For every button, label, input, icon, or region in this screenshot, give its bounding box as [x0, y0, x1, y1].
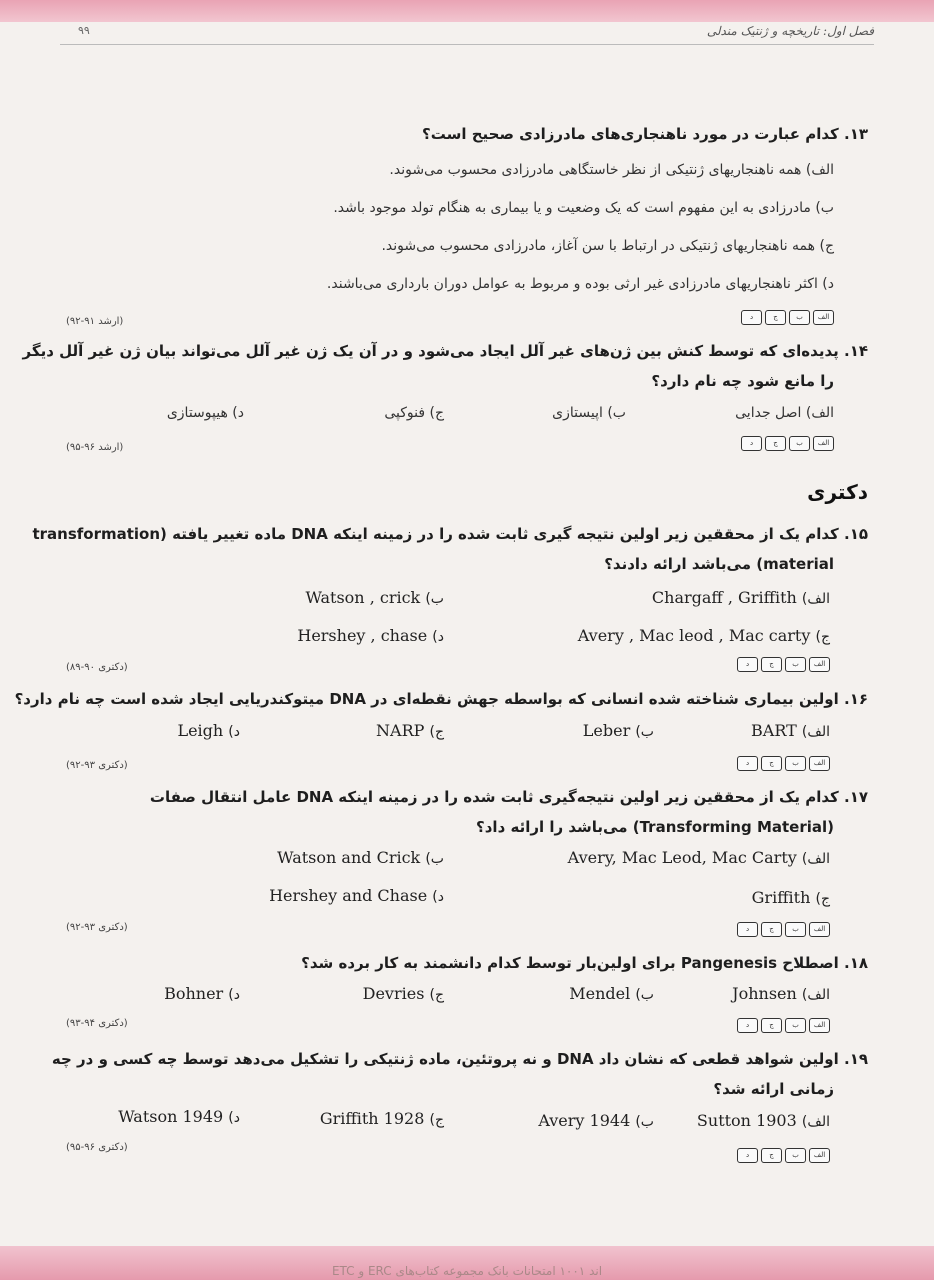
q13-source: (ارشد ۹۱-۹۲): [66, 316, 124, 327]
q19-answer-boxes: [737, 1148, 830, 1163]
q17-option-c: [752, 888, 830, 907]
option-text: Sutton 1903: [696, 1111, 797, 1130]
q16-source: (دکتری ۹۳-۹۲): [66, 760, 128, 771]
option-text: همه ناهنجاریهای ژنتیکی در ارتباط با سن آغاز، مادرزادی محسوب می‌شوند.: [381, 238, 816, 254]
option-label: د): [232, 405, 244, 421]
option-text: اصل جدایی: [735, 405, 802, 421]
option-text: Hershey , chase: [297, 626, 428, 645]
answer-box-b[interactable]: ب: [789, 310, 810, 325]
answer-box-c[interactable]: ج: [761, 922, 782, 937]
question-number: ۱۳.: [843, 125, 868, 143]
question-15-line-2: material) می‌باشد ارائه دادند؟: [604, 555, 834, 573]
answer-box-c[interactable]: ج: [761, 1018, 782, 1033]
answer-box-a[interactable]: الف: [809, 1148, 830, 1163]
q17-source: (دکتری ۹۳-۹۲): [66, 922, 128, 933]
top-decorative-band: [0, 0, 934, 22]
option-label: الف): [801, 851, 830, 867]
footer-text: اند ۱۰۰۱ امتحانات بانک مجموعه کتاب‌های ERC و ETC: [331, 1264, 603, 1278]
q14-option-d: [167, 405, 244, 421]
option-text: Watson 1949: [118, 1107, 224, 1126]
option-label: ج): [819, 238, 834, 254]
option-text: Avery, Mac Leod, Mac Carty: [567, 848, 797, 867]
answer-box-a[interactable]: الف: [809, 756, 830, 771]
option-label: د): [432, 889, 444, 905]
q19-source: (دکتری ۹۶-۹۵): [66, 1142, 128, 1153]
option-label: د): [822, 276, 834, 292]
question-17: [150, 788, 868, 806]
answer-box-d[interactable]: د: [737, 657, 758, 672]
q18-answer-boxes: [737, 1018, 830, 1033]
question-13: [422, 125, 868, 143]
question-17-line-2: (Transforming Material) می‌باشد را ارائه داد؟: [476, 818, 834, 836]
option-text: Bohner: [164, 984, 224, 1003]
option-label: الف): [805, 405, 834, 421]
answer-box-a[interactable]: الف: [809, 1018, 830, 1033]
answer-box-d[interactable]: د: [741, 436, 762, 451]
option-text: Watson and Crick: [277, 848, 421, 867]
option-text: Hershey and Chase: [269, 886, 428, 905]
option-text: مادرزادی به این مفهوم است که یک وضعیت و یا بیماری به هنگام تولد موجود باشد.: [333, 200, 811, 216]
question-text: اولین شواهد قطعی که نشان داد DNA و نه پروتئین، ماده ژنتیکی را تشکیل می‌دهد توسط چه کسی و در چه: [51, 1050, 839, 1068]
option-label: الف): [801, 724, 830, 740]
question-text: اصطلاح Pangenesis برای اولین‌بار توسط کدام دانشمند به کار برده شد؟: [301, 954, 839, 972]
option-label: د): [228, 987, 240, 1003]
q14-option-b: [552, 405, 626, 421]
answer-box-a[interactable]: الف: [809, 657, 830, 672]
q13-option-d: [327, 276, 834, 292]
option-label: ب): [635, 1114, 654, 1130]
q16-answer-boxes: [737, 756, 830, 771]
option-text: Mendel: [569, 984, 631, 1003]
answer-box-b[interactable]: ب: [785, 657, 806, 672]
option-text: Johnsen: [732, 984, 797, 1003]
option-label: ج): [815, 629, 830, 645]
answer-box-c[interactable]: ج: [765, 436, 786, 451]
option-text: Watson , crick: [305, 588, 421, 607]
option-text: Griffith: [751, 888, 811, 907]
answer-box-b[interactable]: ب: [785, 1148, 806, 1163]
q16-option-c: [376, 721, 444, 740]
q14-answer-boxes: [741, 436, 834, 451]
chapter-title: فصل اول: تاریخچه و ژنتیک مندلی: [706, 24, 874, 38]
answer-box-d[interactable]: د: [737, 922, 758, 937]
option-text: هیپوستازی: [166, 405, 228, 421]
q16-option-a: [751, 721, 830, 740]
answer-box-c[interactable]: ج: [765, 310, 786, 325]
q14-source: (ارشد ۹۶-۹۵): [66, 442, 124, 453]
option-label: د): [228, 724, 240, 740]
answer-box-d[interactable]: د: [737, 1148, 758, 1163]
option-label: ب): [425, 851, 444, 867]
question-15: [32, 525, 868, 543]
q14-option-a: [735, 405, 834, 421]
q15-option-b: [305, 588, 444, 607]
option-text: اکثر ناهنجاریهای مادرزادی غیر ارثی بوده و مربوط به عوامل دوران بارداری می‌باشند.: [326, 276, 818, 292]
option-text: Leber: [582, 721, 631, 740]
option-label: د): [432, 629, 444, 645]
option-label: الف): [805, 162, 834, 178]
question-number: ۱۷.: [843, 788, 868, 806]
answer-box-b[interactable]: ب: [789, 436, 810, 451]
option-label: ج): [815, 891, 830, 907]
option-label: ج): [429, 724, 444, 740]
answer-box-d[interactable]: د: [737, 1018, 758, 1033]
option-label: د): [228, 1110, 240, 1126]
q15-answer-boxes: [737, 657, 830, 672]
q15-option-d: [297, 626, 444, 645]
answer-box-c[interactable]: ج: [761, 657, 782, 672]
option-text: Chargaff , Griffith: [651, 588, 797, 607]
q13-answer-boxes: [741, 310, 834, 325]
option-text: Avery 1944: [538, 1111, 631, 1130]
q19-option-b: [538, 1111, 654, 1130]
q17-option-d: [269, 886, 444, 905]
option-label: ب): [635, 987, 654, 1003]
q13-option-a: [389, 162, 834, 178]
option-text: Leigh: [177, 721, 224, 740]
q19-option-d: [118, 1107, 240, 1126]
question-text: کدام یک از محققین زیر اولین نتیجه‌گیری ثابت شده را در زمینه اینکه DNA عامل انتقال صفات: [149, 788, 839, 806]
answer-box-a[interactable]: الف: [809, 922, 830, 937]
question-number: ۱۸.: [843, 954, 868, 972]
question-18: [301, 954, 868, 972]
q18-option-b: [569, 984, 654, 1003]
q19-option-a: [697, 1111, 830, 1130]
q18-option-d: [164, 984, 240, 1003]
question-text: اولین بیماری شناخته شده انسانی که بواسطه جهش نقطه‌ای در DNA میتوکندریایی ایجاد شده است چه نام دارد؟: [14, 690, 839, 708]
option-text: NARP: [376, 721, 425, 740]
answer-box-d[interactable]: د: [741, 310, 762, 325]
question-number: ۱۵.: [843, 525, 868, 543]
q18-option-c: [363, 984, 444, 1003]
option-label: ج): [429, 1112, 444, 1128]
option-label: الف): [801, 591, 830, 607]
option-text: فنوکپی: [384, 405, 426, 421]
answer-box-a[interactable]: الف: [813, 436, 834, 451]
question-number: ۱۹.: [843, 1050, 868, 1068]
answer-box-b[interactable]: ب: [785, 1018, 806, 1033]
option-text: Griffith 1928: [319, 1109, 425, 1128]
header-divider: [60, 44, 874, 45]
q13-option-c: [381, 238, 834, 254]
option-label: ب): [607, 405, 626, 421]
answer-box-d[interactable]: د: [737, 756, 758, 771]
answer-box-c[interactable]: ج: [761, 756, 782, 771]
page-number: ۹۹: [78, 24, 90, 37]
option-label: الف): [801, 1114, 830, 1130]
q18-option-a: [732, 984, 830, 1003]
section-heading-doctorate: دکتری: [807, 480, 868, 504]
option-text: اپیستازی: [552, 405, 603, 421]
answer-box-b[interactable]: ب: [785, 922, 806, 937]
option-text: Avery , Mac leod , Mac carty: [577, 626, 811, 645]
answer-box-b[interactable]: ب: [785, 756, 806, 771]
q17-option-a: [568, 848, 830, 867]
q19-option-c: [320, 1109, 444, 1128]
option-label: ب): [635, 724, 654, 740]
option-label: ج): [429, 987, 444, 1003]
question-14: [23, 342, 868, 360]
question-14-line-2: را مانع شود چه نام دارد؟: [651, 372, 834, 390]
answer-box-a[interactable]: الف: [813, 310, 834, 325]
option-text: همه ناهنجاریهای ژنتیکی از نظر خاستگاهی مادرزادی محسوب می‌شوند.: [389, 162, 802, 178]
question-19: [52, 1050, 868, 1068]
question-text: پدیده‌ای که توسط کنش بین ژن‌های غیر آلل ایجاد می‌شود و در آن یک ژن غیر آلل می‌تواند بیان ژن غیر آلل دیگر: [22, 342, 839, 360]
question-19-line-2: زمانی ارائه شد؟: [713, 1080, 834, 1098]
q14-option-c: [384, 405, 444, 421]
question-text: کدام عبارت در مورد ناهنجاری‌های مادرزادی صحیح است؟: [422, 125, 839, 143]
q15-option-a: [652, 588, 830, 607]
question-number: ۱۴.: [843, 342, 868, 360]
option-label: ب): [815, 200, 834, 216]
q13-option-b: [333, 200, 834, 216]
option-text: BART: [751, 721, 797, 740]
answer-box-c[interactable]: ج: [761, 1148, 782, 1163]
q15-source: (دکتری ۹۰-۸۹): [66, 662, 128, 673]
q16-option-b: [583, 721, 654, 740]
question-16: [15, 690, 868, 708]
q15-option-c: [578, 626, 830, 645]
q18-source: (دکتری ۹۴-۹۳): [66, 1018, 128, 1029]
question-number: ۱۶.: [843, 690, 868, 708]
q16-option-d: [177, 721, 240, 740]
option-label: ب): [425, 591, 444, 607]
q17-answer-boxes: [737, 922, 830, 937]
option-label: الف): [801, 987, 830, 1003]
question-text: کدام یک از محققین زیر اولین نتیجه گیری ثابت شده را در زمینه اینکه DNA ماده تغییر یافته (transformation: [32, 525, 839, 543]
option-label: ج): [429, 405, 444, 421]
option-text: Devries: [362, 984, 425, 1003]
q17-option-b: [277, 848, 444, 867]
